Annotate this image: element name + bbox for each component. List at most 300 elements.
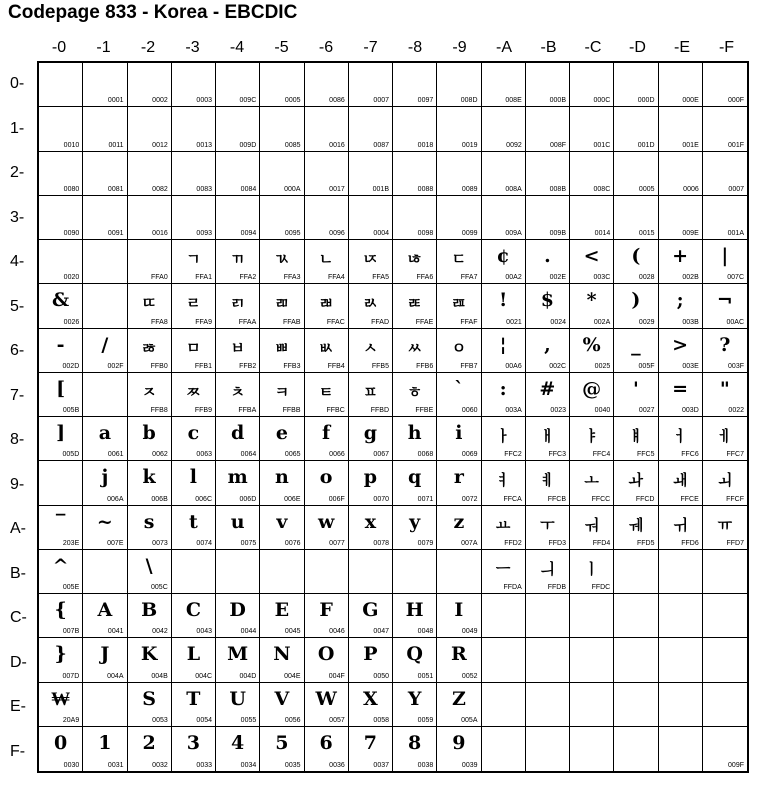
- cell-glyph: ㅎ: [407, 382, 422, 401]
- code-cell: [128, 196, 172, 240]
- cell-unicode: 000F: [728, 97, 744, 105]
- cell-unicode: 000B: [549, 97, 566, 105]
- cell-glyph: ㅢ: [540, 559, 555, 578]
- row-header: B-: [10, 564, 26, 582]
- code-cell: [216, 240, 260, 284]
- code-cell: [349, 329, 393, 373]
- code-cell: [393, 506, 437, 550]
- page-title: Codepage 833 - Korea - EBCDIC: [8, 2, 298, 23]
- code-cell: [260, 152, 304, 196]
- cell-glyph: e: [275, 422, 288, 444]
- cell-unicode: FFDB: [547, 584, 566, 591]
- code-cell: [526, 63, 570, 107]
- cell-glyph: 6: [319, 731, 333, 754]
- cell-unicode: 0043: [196, 628, 212, 636]
- code-cell: [703, 373, 747, 417]
- cell-glyph: ㅀ: [141, 338, 157, 357]
- code-cell: [526, 329, 570, 373]
- code-cell: [260, 284, 304, 328]
- code-cell: [83, 683, 127, 727]
- code-cell: [659, 152, 703, 196]
- cell-glyph: H: [405, 599, 424, 621]
- cell-glyph: S: [142, 687, 156, 710]
- code-cell: [703, 196, 747, 240]
- code-cell: [83, 417, 127, 461]
- cell-unicode: 0066: [329, 451, 345, 459]
- cell-unicode: 0077: [329, 539, 345, 547]
- code-cell: [482, 727, 526, 771]
- cell-glyph: ,: [544, 333, 551, 356]
- cell-unicode: FFCA: [503, 495, 522, 503]
- cell-glyph: h: [407, 422, 422, 444]
- cell-glyph: ㄷ: [451, 250, 467, 268]
- cell-glyph: ㅒ: [628, 427, 644, 445]
- code-cell: [216, 196, 260, 240]
- code-cell: [83, 196, 127, 240]
- code-cell: [659, 63, 703, 107]
- cell-glyph: 8: [408, 731, 422, 754]
- cell-unicode: 007E: [107, 539, 124, 547]
- cell-glyph: ㄺ: [230, 294, 245, 313]
- cell-unicode: 008E: [505, 97, 522, 105]
- code-cell: [659, 329, 703, 373]
- cell-glyph: X: [363, 687, 378, 710]
- cell-unicode: 0065: [284, 451, 301, 459]
- code-cell: [437, 107, 481, 151]
- code-cell: [128, 329, 172, 373]
- cell-glyph: ~: [96, 510, 113, 533]
- code-cell: [570, 727, 614, 771]
- code-cell: [260, 63, 304, 107]
- cell-glyph: ㄱ: [186, 250, 201, 268]
- cell-unicode: FFB1: [194, 362, 212, 370]
- code-cell: [349, 683, 393, 727]
- cell-unicode: 002B: [682, 274, 699, 282]
- cell-unicode: FFCD: [635, 495, 655, 503]
- column-header: -5: [274, 39, 289, 56]
- code-cell: [526, 550, 570, 594]
- cell-unicode: 002F: [107, 362, 124, 370]
- code-cell: [39, 550, 83, 594]
- cell-unicode: 0005: [284, 97, 301, 105]
- cell-unicode: 0051: [417, 672, 434, 680]
- cell-glyph: \: [145, 554, 153, 577]
- code-cell: [128, 417, 172, 461]
- row-header: 3-: [10, 208, 25, 226]
- cell-unicode: FFA4: [328, 274, 345, 282]
- code-cell: [305, 63, 349, 107]
- cell-glyph: D: [229, 599, 246, 621]
- cell-glyph: >: [672, 333, 689, 356]
- code-cell: [482, 329, 526, 373]
- code-cell: [349, 107, 393, 151]
- cell-glyph: ㅓ: [672, 427, 688, 445]
- column-header: -A: [496, 39, 512, 56]
- cell-unicode: 0007: [728, 185, 744, 193]
- code-cell: [39, 373, 83, 417]
- cell-unicode: 0096: [329, 230, 345, 237]
- code-cell: [216, 506, 260, 550]
- code-cell: [703, 152, 747, 196]
- cell-glyph: ㅅ: [363, 338, 378, 357]
- cell-unicode: 0093: [196, 230, 212, 237]
- code-cell: [349, 594, 393, 638]
- cell-glyph: $: [540, 289, 554, 312]
- code-cell: [437, 594, 481, 638]
- cell-glyph: ?: [719, 333, 731, 356]
- cell-unicode: 0055: [240, 716, 257, 724]
- cell-glyph: ₩: [51, 687, 71, 710]
- cell-unicode: 002A: [593, 318, 611, 326]
- cell-unicode: 0006: [683, 185, 699, 193]
- cell-glyph: ㅇ: [451, 338, 467, 357]
- cell-unicode: 0016: [329, 141, 345, 149]
- cell-glyph: <: [583, 245, 600, 267]
- code-cell: [526, 461, 570, 505]
- code-cell: [437, 417, 481, 461]
- cell-unicode: 0005: [638, 185, 655, 193]
- column-header: -9: [452, 39, 467, 56]
- code-cell: [482, 417, 526, 461]
- cell-unicode: 004E: [284, 672, 301, 680]
- cell-glyph: :: [499, 377, 507, 400]
- cell-glyph: P: [363, 643, 378, 666]
- code-cell: [305, 373, 349, 417]
- cell-unicode: 00A2: [505, 274, 522, 282]
- cell-unicode: 0041: [107, 628, 124, 636]
- cell-unicode: 004D: [239, 672, 257, 680]
- code-cell: [526, 196, 570, 240]
- code-cell: [83, 373, 127, 417]
- code-cell: [305, 329, 349, 373]
- cell-glyph: y: [409, 510, 421, 533]
- cell-unicode: 0014: [594, 230, 611, 237]
- code-cell: [83, 329, 127, 373]
- cell-glyph: -: [56, 333, 65, 356]
- cell-glyph: A: [97, 599, 113, 621]
- cell-glyph: K: [140, 643, 158, 666]
- cell-unicode: 0010: [63, 141, 80, 149]
- cell-unicode: 0018: [417, 141, 434, 149]
- code-cell: [659, 550, 703, 594]
- cell-unicode: 009A: [505, 230, 522, 237]
- cell-unicode: 009C: [239, 97, 257, 105]
- code-cell: [437, 727, 481, 771]
- cell-unicode: FFAF: [460, 318, 478, 326]
- code-cell: [703, 329, 747, 373]
- cell-unicode: 0091: [107, 230, 124, 237]
- code-cell: [172, 683, 216, 727]
- code-cell: [614, 683, 658, 727]
- code-cell: [659, 727, 703, 771]
- cell-glyph: r: [453, 466, 464, 489]
- cell-unicode: FFC6: [681, 451, 699, 459]
- cell-unicode: 0027: [638, 407, 655, 414]
- code-cell: [570, 152, 614, 196]
- code-cell: [393, 638, 437, 682]
- cell-glyph: ㅔ: [717, 427, 733, 445]
- cell-unicode: FFCF: [726, 495, 744, 503]
- cell-unicode: 000D: [637, 97, 655, 105]
- code-cell: [659, 683, 703, 727]
- cell-glyph: |: [721, 245, 729, 267]
- cell-glyph: M: [227, 643, 249, 666]
- code-cell: [659, 594, 703, 638]
- code-cell: [260, 550, 304, 594]
- cell-unicode: 001C: [593, 141, 611, 149]
- code-cell: [570, 63, 614, 107]
- cell-glyph: ㅋ: [274, 382, 290, 401]
- code-cell: [570, 550, 614, 594]
- code-cell: [437, 461, 481, 505]
- code-cell: [393, 373, 437, 417]
- cell-unicode: FFA3: [283, 274, 301, 282]
- cell-unicode: 0032: [152, 762, 168, 769]
- cell-glyph: j: [101, 466, 109, 489]
- cell-glyph: n: [274, 466, 289, 489]
- cell-unicode: 009D: [239, 141, 257, 149]
- cell-glyph: 9: [452, 731, 466, 754]
- cell-glyph: G: [362, 599, 379, 621]
- code-cell: [437, 506, 481, 550]
- cell-unicode: 0074: [196, 539, 212, 547]
- cell-glyph: [: [56, 377, 66, 400]
- row-header: 1-: [10, 119, 25, 137]
- cell-glyph: x: [364, 510, 377, 533]
- cell-glyph: 1: [98, 731, 112, 754]
- cell-unicode: 0029: [638, 318, 655, 326]
- code-cell: [437, 284, 481, 328]
- cell-glyph: ㄲ: [230, 250, 245, 268]
- code-cell: [393, 107, 437, 151]
- code-cell: [437, 550, 481, 594]
- cell-unicode: FFA2: [239, 274, 257, 282]
- cell-unicode: 001E: [682, 141, 699, 149]
- code-cell: [172, 550, 216, 594]
- cell-glyph: ㄽ: [363, 294, 378, 313]
- column-header: -6: [318, 39, 334, 56]
- code-cell: [526, 683, 570, 727]
- row-header: 5-: [10, 297, 25, 315]
- code-cell: [128, 152, 172, 196]
- code-cell: [305, 683, 349, 727]
- cell-glyph: ㅗ: [584, 471, 599, 490]
- column-header: -4: [229, 39, 245, 56]
- code-cell: [260, 329, 304, 373]
- code-cell: [393, 594, 437, 638]
- code-cell: [216, 329, 260, 373]
- cell-unicode: 0031: [107, 762, 124, 769]
- cell-unicode: 0054: [196, 716, 212, 724]
- code-cell: [216, 594, 260, 638]
- code-cell: [437, 373, 481, 417]
- code-cell: [349, 461, 393, 505]
- code-cell: [305, 638, 349, 682]
- cell-unicode: 0002: [152, 97, 168, 105]
- code-cell: [83, 284, 127, 328]
- code-cell: [482, 284, 526, 328]
- code-cell: [128, 506, 172, 550]
- cell-unicode: 0045: [284, 628, 301, 636]
- code-cell: [482, 461, 526, 505]
- cell-glyph: Q: [406, 643, 423, 666]
- column-header: -F: [718, 39, 735, 56]
- column-header: -C: [584, 39, 602, 56]
- code-cell: [614, 152, 658, 196]
- cell-unicode: 0075: [240, 539, 257, 547]
- cell-glyph: ㅌ: [318, 382, 334, 401]
- cell-glyph: *: [586, 289, 597, 312]
- cell-unicode: 0072: [461, 495, 478, 503]
- cell-unicode: 0079: [417, 539, 434, 547]
- cell-unicode: FFD2: [504, 539, 522, 547]
- cell-unicode: 006E: [284, 495, 301, 503]
- code-cell: [570, 683, 614, 727]
- code-cell: [260, 417, 304, 461]
- code-cell: [39, 196, 83, 240]
- code-cell: [39, 461, 83, 505]
- code-cell: [437, 240, 481, 284]
- cell-unicode: 0095: [284, 230, 301, 237]
- code-cell: [703, 417, 747, 461]
- code-cell: [482, 373, 526, 417]
- cell-glyph: 7: [363, 731, 377, 754]
- code-cell: [437, 196, 481, 240]
- cell-unicode: 0070: [373, 495, 389, 503]
- cell-glyph: ^: [52, 554, 69, 577]
- code-cell: [83, 506, 127, 550]
- cell-unicode: FFA1: [195, 274, 212, 282]
- cell-unicode: 006A: [107, 495, 124, 503]
- cell-unicode: FFB5: [371, 362, 389, 370]
- cell-unicode: 0060: [461, 407, 478, 414]
- column-header: -D: [629, 39, 646, 56]
- code-cell: [393, 461, 437, 505]
- code-cell: [128, 638, 172, 682]
- row-header: 0-: [10, 75, 25, 92]
- cell-glyph: ㅑ: [584, 427, 599, 445]
- code-cell: [614, 638, 658, 682]
- cell-glyph: L: [186, 643, 201, 666]
- cell-glyph: ㅝ: [584, 515, 599, 534]
- cell-unicode: FFD7: [726, 539, 744, 547]
- code-cell: [526, 727, 570, 771]
- cell-unicode: 0020: [63, 274, 80, 282]
- code-cell: [659, 284, 703, 328]
- code-cell: [349, 373, 393, 417]
- cell-glyph: ㅃ: [274, 338, 290, 357]
- cell-unicode: 003E: [682, 362, 699, 370]
- cell-unicode: FFA7: [460, 274, 478, 282]
- cell-glyph: ㄳ: [274, 250, 290, 268]
- code-cell: [614, 506, 658, 550]
- row-header: 4-: [10, 253, 25, 270]
- cell-glyph: ㅁ: [186, 338, 201, 357]
- code-cell: [216, 683, 260, 727]
- cell-unicode: FFB2: [239, 362, 257, 370]
- cell-glyph: {: [54, 599, 67, 621]
- code-cell: [570, 461, 614, 505]
- code-cell: [39, 63, 83, 107]
- cell-glyph: /: [101, 333, 109, 356]
- cell-unicode: FFD4: [592, 539, 611, 547]
- code-cell: [659, 506, 703, 550]
- cell-glyph: ㅕ: [495, 471, 511, 490]
- code-cell: [260, 683, 304, 727]
- cell-glyph: R: [450, 643, 467, 666]
- cell-unicode: 008C: [593, 185, 611, 193]
- cell-unicode: 0022: [728, 407, 744, 414]
- cell-glyph: ㅊ: [230, 382, 245, 401]
- code-cell: [570, 417, 614, 461]
- code-cell: [349, 196, 393, 240]
- cell-unicode: 003F: [728, 362, 744, 370]
- code-cell: [216, 63, 260, 107]
- row-header: 8-: [10, 431, 25, 448]
- code-cell: [128, 107, 172, 151]
- cell-unicode: 003A: [505, 407, 522, 414]
- cell-glyph: ㄶ: [407, 250, 422, 268]
- code-cell: [393, 329, 437, 373]
- code-cell: [39, 417, 83, 461]
- cell-glyph: ㅏ: [495, 427, 511, 445]
- code-cell: [437, 152, 481, 196]
- code-cell: [703, 107, 747, 151]
- cell-unicode: 0049: [461, 628, 478, 636]
- cell-unicode: 0033: [196, 762, 212, 769]
- code-cell: [172, 373, 216, 417]
- cell-unicode: 007D: [62, 672, 80, 680]
- cell-unicode: 005D: [62, 451, 80, 459]
- code-cell: [659, 196, 703, 240]
- cell-unicode: 000E: [682, 97, 699, 105]
- cell-unicode: 0064: [240, 451, 257, 459]
- code-cell: [393, 63, 437, 107]
- cell-glyph: Y: [407, 687, 422, 710]
- code-cell: [172, 63, 216, 107]
- cell-unicode: 0026: [63, 318, 80, 326]
- code-cell: [526, 638, 570, 682]
- code-cell: [437, 638, 481, 682]
- cell-glyph: c: [187, 422, 200, 444]
- cell-glyph: 5: [275, 731, 289, 754]
- cell-unicode: 0058: [373, 716, 389, 724]
- cell-unicode: 006C: [195, 495, 212, 503]
- code-cell: [172, 461, 216, 505]
- cell-unicode: 0089: [461, 185, 478, 193]
- code-cell: [482, 550, 526, 594]
- cell-unicode: 0069: [461, 451, 478, 459]
- cell-glyph: o: [319, 466, 333, 489]
- row-header: C-: [10, 609, 27, 626]
- code-cell: [128, 550, 172, 594]
- code-cell: [482, 638, 526, 682]
- cell-unicode: FFB7: [460, 362, 478, 370]
- code-cell: [659, 107, 703, 151]
- code-cell: [128, 683, 172, 727]
- cell-unicode: 0003: [196, 97, 212, 105]
- cell-glyph: !: [498, 289, 508, 312]
- code-cell: [172, 594, 216, 638]
- column-header: -0: [51, 39, 67, 56]
- row-header: A-: [10, 520, 26, 537]
- cell-unicode: 0007: [373, 97, 389, 105]
- code-cell: [482, 152, 526, 196]
- code-cell: [305, 196, 349, 240]
- column-header: -8: [407, 39, 423, 56]
- cell-unicode: 001D: [637, 141, 655, 149]
- code-cell: [437, 683, 481, 727]
